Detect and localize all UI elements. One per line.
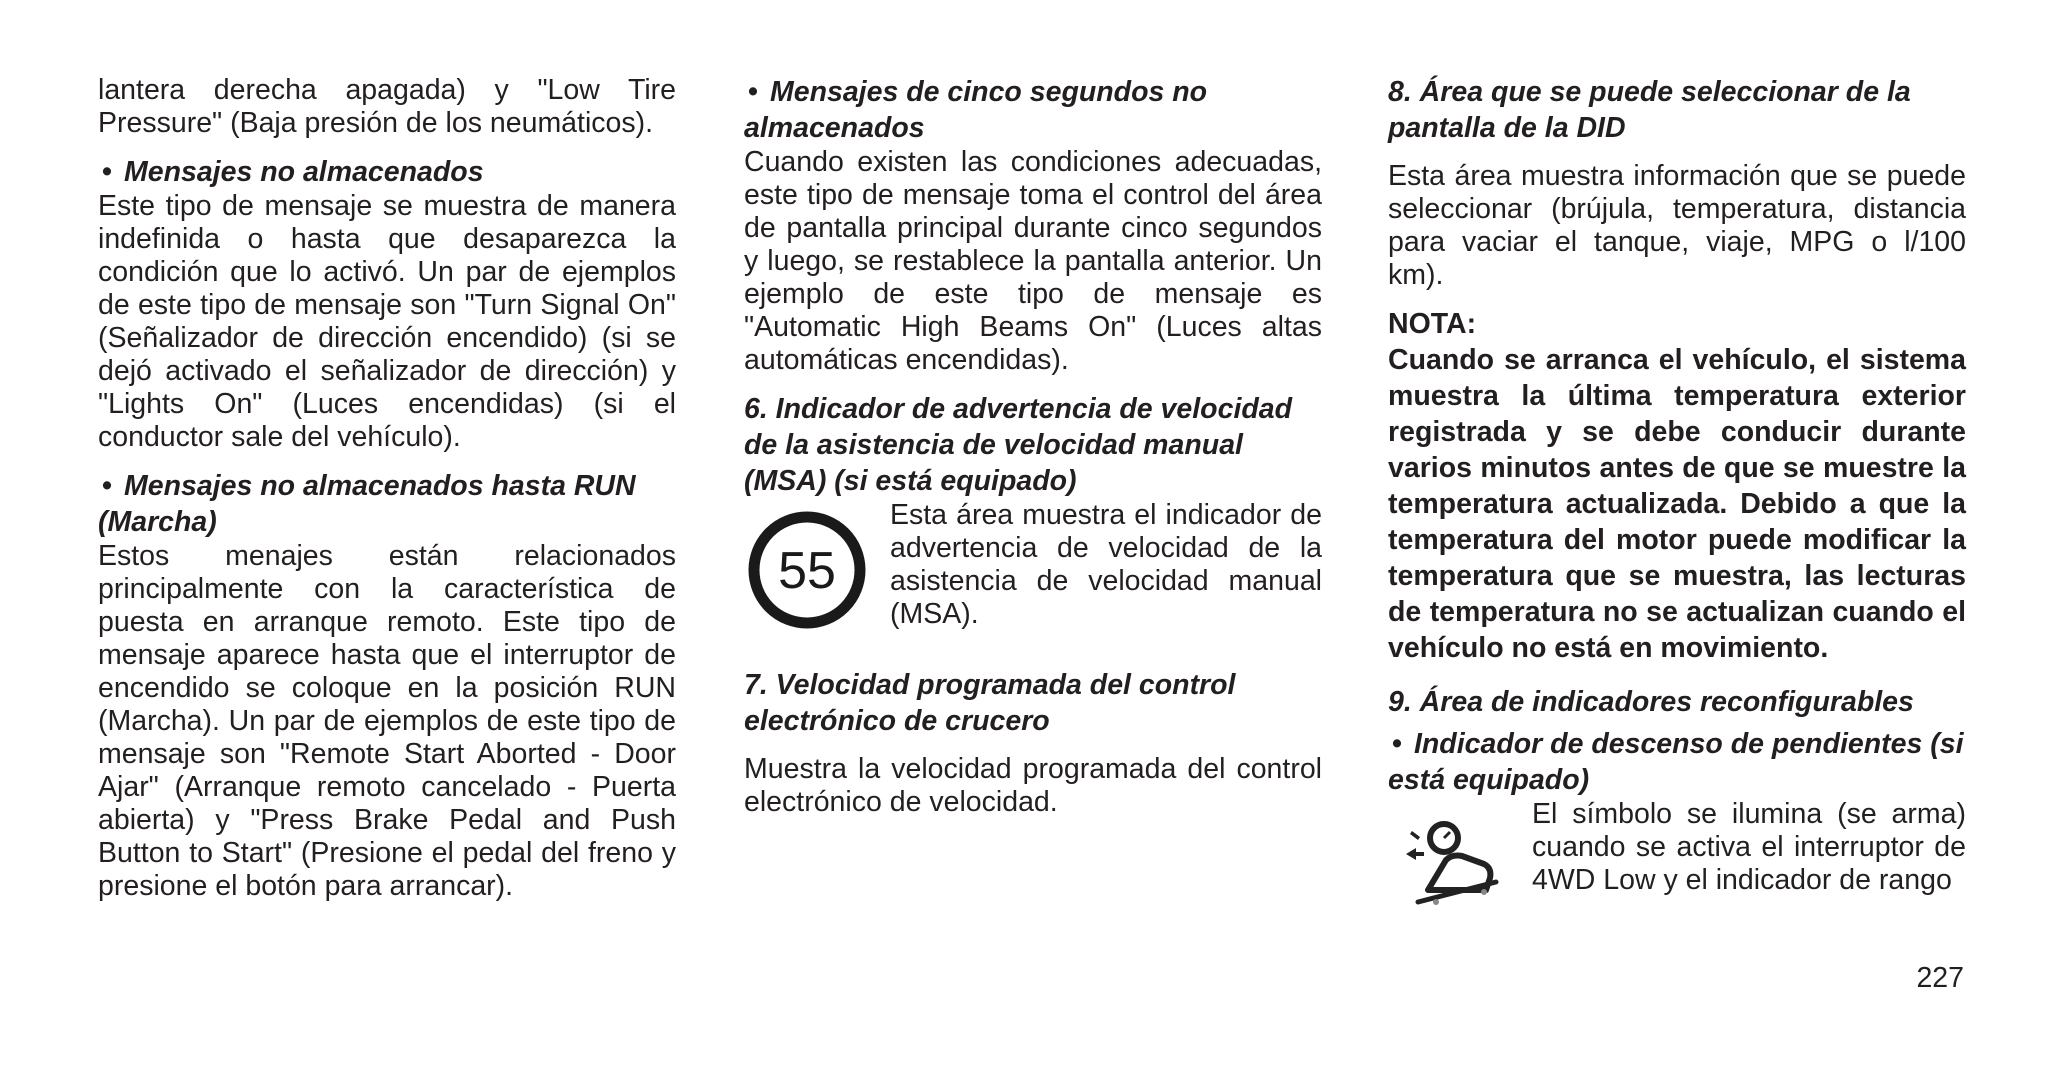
hill-descent-row [1388, 798, 1966, 928]
section-heading-9: 9. Área de indicadores reconfigurables [1388, 686, 1914, 718]
note-label: NOTA: [1388, 308, 1477, 340]
heading-text: Mensajes no almacenados [123, 156, 484, 188]
bullet-icon: • [1392, 728, 1402, 760]
bullet-icon: • [102, 156, 112, 188]
paragraph-msa: Esta área muestra el indicador de advertencia de velocidad de la asistencia de velocidad manual (MSA). [890, 499, 1322, 630]
paragraph-descenso: El símbolo se ilumina (se arma) cuando se activa el interruptor de 4WD Low y el indicador de rango [1532, 798, 1966, 896]
paragraph-intro: lantera derecha apagada) y "Low Tire Pressure" (Baja presión de los neumáticos). [98, 74, 676, 139]
paragraph-hasta-run: Estos menajes están relacionados principalmente con la característica de puesta en arranque remoto. Este tipo de mensaje aparece hasta que el interruptor de encendido se coloque en la posición RUN (Marcha). Un par de ejemplos de este tipo de mensaje son "Remote Start Aborted - Door Ajar" (Arranque remoto cancelado - Puerta abierta) y "Press Brake Pedal and Push Button to Start" (Presione el pedal del freno y presione el botón para arrancar). [98, 540, 676, 902]
column-3 [1388, 74, 1966, 928]
section-heading-6: 6. Indicador de advertencia de velocidad de la asistencia de velocidad manual (MSA) (si está equipado) [744, 393, 1293, 497]
speed-limit-55-sign-icon [746, 509, 870, 633]
section-heading-8: 8. Área que se puede seleccionar de la pantalla de la DID [1388, 76, 1911, 144]
bullet-icon: • [748, 76, 758, 108]
paragraph-velocidad-programada: Muestra la velocidad programada del control electrónico de velocidad. [744, 753, 1322, 818]
heading-text: Mensajes no almacenados hasta RUN (Marcha) [98, 470, 636, 538]
paragraph-area-seleccionable: Esta área muestra información que se puede seleccionar (brújula, temperatura, distancia para vaciar el tanque, viaje, MPG o l/100 km). [1388, 160, 1966, 291]
page-number: 227 [1916, 962, 1964, 994]
bullet-heading-no-almacenados [98, 154, 676, 190]
bullet-heading-cinco-segundos [744, 74, 1322, 146]
speed-limit-number: 55 [778, 542, 836, 600]
bullet-icon: • [102, 470, 112, 502]
column-1 [98, 74, 676, 903]
column-2 [744, 74, 1322, 819]
paragraph-no-almacenados: Este tipo de mensaje se muestra de manera indefinida o hasta que desaparezca la condición que lo activó. Un par de ejemplos de este tipo de mensaje son "Turn Signal On" (Señalizador de dirección encendido) (si se dejó activado el señalizador de dirección) y "Lights On" (Luces encendidas) (si el conductor sale del vehículo). [98, 190, 676, 453]
hill-descent-control-icon [1388, 798, 1516, 928]
msa-indicator-row [744, 499, 1322, 633]
paragraph-cinco-segundos: Cuando existen las condiciones adecuadas, este tipo de mensaje toma el control del área de pantalla principal durante cinco segundos y luego, se restablece la pantalla anterior. Un ejemplo de este tipo de mensaje es "Automatic High Beams On" (Luces altas automáticas encendidas). [744, 146, 1322, 376]
bullet-heading-descenso [1388, 726, 1966, 798]
bullet-heading-hasta-run [98, 468, 676, 540]
heading-text: Indicador de descenso de pendientes (si está equipado) [1388, 728, 1964, 796]
heading-text: Mensajes de cinco segundos no almacenados [744, 76, 1208, 144]
section-heading-7: 7. Velocidad programada del control electrónico de crucero [744, 669, 1236, 737]
note-text: Cuando se arranca el vehículo, el sistema muestra la última temperatura exterior registrada y se debe conducir durante varios minutos antes de que se muestre la temperatura actualizada. Debido a que la temperatura del motor puede modificar la temperatura que se muestra, las lecturas de temperatura no se actualizan cuando el vehículo no está en movimiento. [1388, 344, 1966, 664]
